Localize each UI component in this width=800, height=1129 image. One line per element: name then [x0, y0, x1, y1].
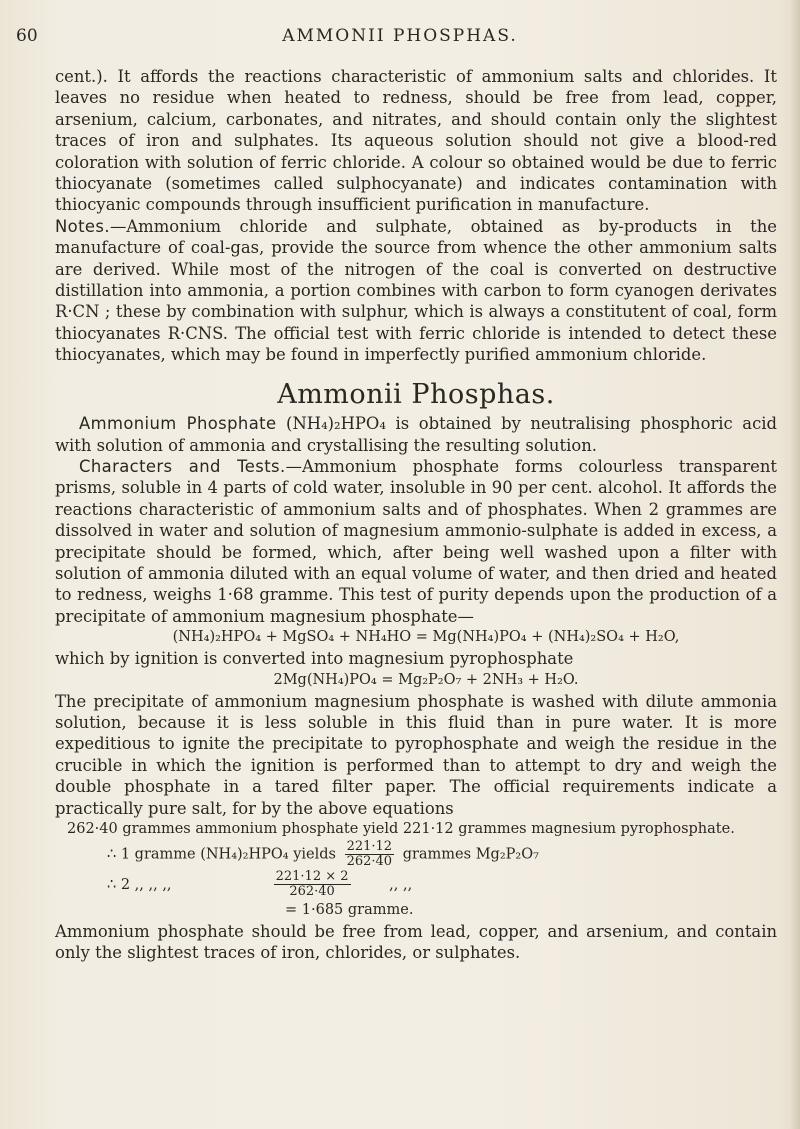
ammonium-phosphate-text: (NH₄)₂HPO₄ is obtained by neutralising phosphoric acid with solution of ammonia and crystallising the resulting solution. — [55, 414, 777, 455]
calc-line-1 — [55, 819, 777, 840]
calc-line-3-right: ,, ,, — [389, 876, 413, 893]
calc-line-2-left: ∴ 1 gramme (NH₄)₂HPO₄ yields — [107, 846, 336, 863]
characters-and-tests-paragraph — [55, 456, 777, 627]
page-number: 60 — [16, 26, 38, 46]
equation-precipitate: (NH₄)₂HPO₄ + MgSO₄ + NH₄HO = Mg(NH₄)PO₄ + (NH₄)₂SO₄ + H₂O, — [172, 629, 680, 646]
precipitate-paragraph: The precipitate of ammonium magnesium phosphate is washed with dilute ammonia solution, because it is less soluble in this fluid than in pure water. It is more expeditious to ignite the precipitate to pyrophosphate and weigh the residue in the crucible in which the ignition is performed than to attempt to dry and weigh the double phosphate in a tared filter paper. The official requirements indicate a practically pure salt, for by the above equations — [55, 691, 777, 818]
calc-line-4 — [55, 900, 777, 921]
running-head: AMMONII PHOSPHAS. — [282, 26, 518, 46]
notes-paragraph — [55, 216, 777, 366]
ignition-paragraph: which by ignition is converted into magnesium pyrophosphate — [55, 649, 574, 669]
calc-fraction-1-denominator: 262·40 — [346, 854, 393, 869]
page-edge-shadow — [790, 0, 800, 1129]
body-text — [55, 66, 777, 964]
equation-pyrophosphate: 2Mg(NH₄)PO₄ = Mg₂P₂O₇ + 2NH₃ + H₂O. — [273, 671, 579, 688]
calculation-block — [55, 819, 777, 921]
ammonium-phosphate-label: Ammonium Phosphate — [79, 414, 277, 434]
section-title: Ammonii Phosphas. — [277, 378, 555, 410]
calc-line-1-text: 262·40 grammes ammonium phosphate yield 221·12 grammes magnesium pyrophosphate. — [67, 821, 735, 837]
calc-fraction-2 — [274, 870, 351, 899]
calc-fraction-2-numerator: 221·12 × 2 — [275, 869, 349, 884]
page-header — [0, 26, 800, 52]
calc-fraction-1 — [345, 840, 395, 869]
paragraph-continuation: cent.). It affords the reactions characteristic of ammonium salts and chlorides. It leaves no residue when heated to redness, should be free from lead, copper, arsenium, calcium, carbonates, and nitrates, and should contain only the slightest traces of iron and sulphates. Its aqueous solution should not give a blood-red coloration with solution of ferric chloride. A colour so obtained would be due to ferric thiocyanate (sometimes called sulphocyanate) and indicates contamination with thiocyanic compounds through insufficient purification in manufacture. — [55, 67, 777, 215]
calc-line-3 — [55, 870, 777, 900]
calc-line-3-left: ∴ 2 ,, ,, ,, — [107, 876, 172, 893]
notes-text: —Ammonium chloride and sulphate, obtained as by-products in the manufacture of coal-gas, provide the source from whence the other ammonium salts are derived. While most of the nitrogen of the coal is converted on destructive distillation into ammonia, a portion combines with carbon to form cyanogen derivates R·CN ; these by combination with sulphur, which is always a constitutent of coal, form thiocyanates R·CNS. The official test with ferric chloride is intended to detect these thiocyanates, which may be found in imperfectly purified ammonium chloride. — [55, 216, 777, 365]
characters-and-tests-label: Characters and Tests. — [79, 456, 286, 476]
calc-line-2-right: grammes Mg₂P₂O₇ — [402, 846, 539, 863]
ammonium-phosphate-intro — [55, 413, 777, 456]
closing-paragraph: Ammonium phosphate should be free from lead, copper, and arsenium, and contain only the slightest traces of iron, chlorides, or sulphates. — [55, 922, 777, 963]
calc-fraction-1-numerator: 221·12 — [346, 839, 393, 854]
characters-and-tests-text: —Ammonium phosphate forms colourless transparent prisms, soluble in 4 parts of cold water, insoluble in 90 per cent. alcohol. It affords the reactions characteristic of ammonium salts and of phosphates. When 2 grammes are dissolved in water and solution of magnesium ammonio-sulphate is added in excess, a precipitate should be formed, which, after being well washed upon a filter with solution of ammonia diluted with an equal volume of water, and then dried and heated to redness, weighs 1·68 gramme. This test of purity depends upon the production of a precipitate of ammonium magnesium phosphate— — [55, 456, 777, 626]
calc-fraction-2-denominator: 262·40 — [289, 884, 335, 899]
calc-line-4-text: = 1·685 gramme. — [285, 902, 414, 918]
notes-label: Notes. — [55, 216, 110, 236]
calc-line-2 — [55, 840, 777, 870]
